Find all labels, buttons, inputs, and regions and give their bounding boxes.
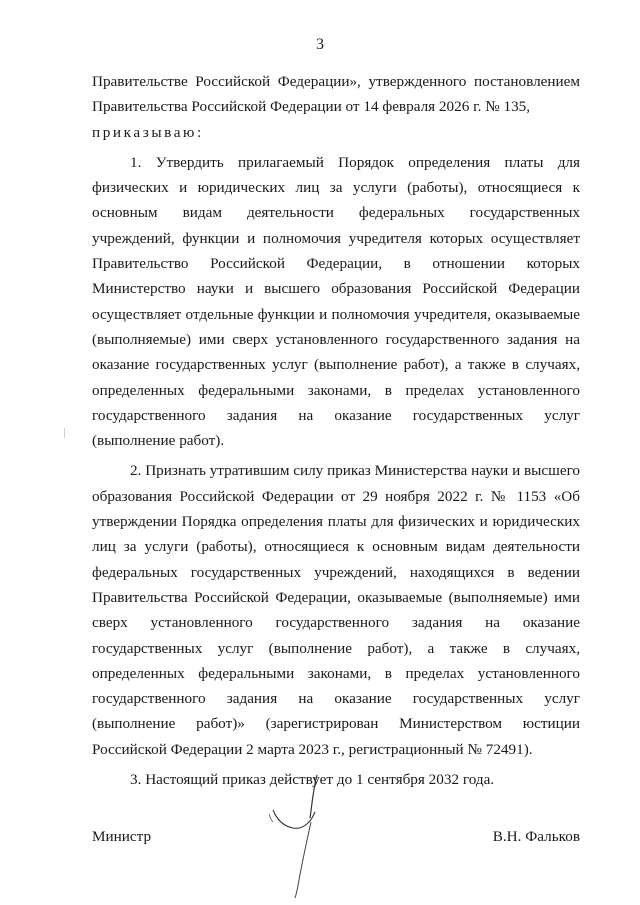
- signatory-position: Министр: [92, 828, 152, 845]
- order-word: приказываю:: [92, 123, 204, 141]
- item-1-paragraph: 1. Утвердить прилагаемый Порядок определения платы для физических и юридических лиц за услуги (работы), относящиеся к основным видам деятельности федеральных государственных учреждений, функции и полномочия учредителя которых осуществляет Правительство Российской Федерации, в отношении которых Министерство науки и высшего образования Российской Федерации осуществляет отдельные функции и полномочия учредителя, оказываемые (выполняемые) ими сверх установленного государственного задания на оказание государственных услуг (выполнение работ), а также в случаях, определенных федеральными законами, в пределах установленного государственного задания на оказание государственных услуг (выполнение работ).: [92, 153, 580, 450]
- margin-mark: [64, 428, 65, 438]
- intro-paragraph: Правительстве Российской Федерации», утвержденного постановлением Правительства Российской Федерации от 14 февраля 2026 г. № 135,: [92, 73, 580, 116]
- item-3-paragraph: 3. Настоящий приказ действует до 1 сентября 2032 года.: [130, 771, 495, 789]
- handwritten-signature: [255, 770, 335, 900]
- item-2-paragraph: 2. Признать утратившим силу приказ Министерства науки и высшего образования Российской Федерации от 29 ноября 2022 г. № 1153 «Об утверждении Порядка определения платы для физических и юридических лиц за услуги (работы), относящиеся к основным видам деятельности федеральных государственных учреждений, находящихся в ведении Правительства Российской Федерации, оказываемые (выполняемые) ими сверх установленного государственного задания на оказание государственных услуг (выполнение работ), а также в случаях, определенных федеральными законами, в пределах установленного государственного задания на оказание государственных услуг (выполнение работ)» (зарегистрирован Министерством юстиции Российской Федерации 2 марта 2023 г., регистрационный № 72491).: [92, 462, 581, 758]
- page-number: 3: [316, 36, 324, 53]
- signatory-name: В.Н. Фальков: [492, 828, 580, 845]
- document-body: [92, 69, 580, 792]
